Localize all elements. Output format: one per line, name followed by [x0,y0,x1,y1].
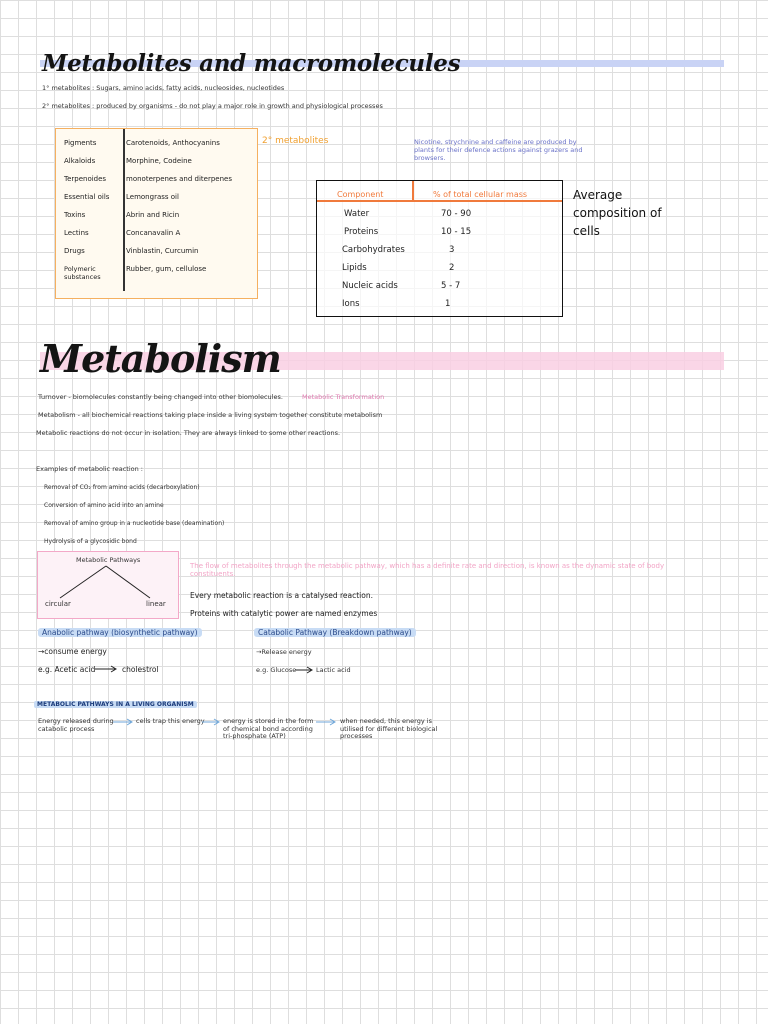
flow-step: energy is stored in the form of chemical bond according tri-phosphate (ATP) [223,717,314,740]
table-row-class: Terpenoides [64,175,107,183]
table-header-divider [412,181,414,200]
flow-step: Energy released during catabolic process [38,717,114,733]
pathways-diagram [37,551,179,619]
table-row-example: Concanavalin A [126,229,181,237]
component-name: Lipids [342,263,367,273]
pathways-title: Metabolic Pathways [76,556,141,564]
turnover-definition: Turnover - biomolecules constantly being changed into other biomolecules. [38,393,283,401]
component-value: 70 - 90 [441,209,472,219]
dynamic-state-note: The flow of metabolites through the metabolic pathway, which has a definite rate and direction, is known as the dynamic state of body constituents. [190,562,665,578]
catabolic-example: e.g. Glucose [256,666,297,674]
catabolic-energy: →Release energy [256,648,312,656]
flow-step: when needed, this energy is utilised for different biological processes [340,717,438,740]
component-value: 5 - 7 [441,281,461,291]
anabolic-product: cholestrol [122,665,159,674]
page-title-metabolites: Metabolites and macromolecules [42,50,461,77]
catabolic-product: Lactic acid [316,666,351,674]
nicotine-note: Nicotine, strychnine and caffeine are produced by plants for their defence actions against grazers and browsers. [414,138,583,162]
right-arrow-icon [294,666,316,674]
example-item: Removal of CO₂ from amino acids (decarboxylation) [44,484,200,491]
flow-step: cells trap this energy [136,717,205,725]
secondary-metabolites-label: 2° metabolites [262,136,329,146]
component-name: Ions [342,299,360,309]
anabolic-energy: →consume energy [38,647,107,656]
secondary-metabolites-line: 2° metabolites : produced by organisms - do not play a major role in growth and physiological processes [42,102,383,110]
primary-metabolites-line: 1° metabolites : Sugars, amino acids, fatty acids, nucleosides, nucleotides [42,84,285,92]
header-mass: % of total cellular mass [433,190,528,199]
pathway-linear: linear [146,600,166,608]
page-title-metabolism: Metabolism [40,336,281,381]
table-row-class: Pigments [64,139,97,147]
component-value: 2 [449,263,455,273]
component-name: Proteins [344,227,379,237]
table-row-example: Vinblastin, Curcumin [126,247,199,255]
example-item: Removal of amino group in a nucleotide base (deamination) [44,520,225,527]
table-row-class: Drugs [64,247,85,255]
component-name: Water [344,209,370,219]
anabolic-example: e.g. Acetic acid [38,665,96,674]
header-component: Component [337,190,384,199]
table-row-example: Morphine, Codeine [126,157,192,165]
examples-heading: Examples of metabolic reaction : [36,465,143,473]
table-row-class: Essential oils [64,193,110,201]
pathways-branch-lines [38,552,178,618]
table-row-example: monoterpenes and diterpenes [126,175,232,183]
catalysed-note: Every metabolic reaction is a catalysed reaction. [190,591,373,600]
component-value: 1 [445,299,451,309]
anabolic-pathway-tag: Anabolic pathway (biosynthetic pathway) [38,628,202,637]
cell-composition-table [316,180,563,317]
component-name: Carbohydrates [342,245,405,255]
table-header-rule [317,200,562,202]
secondary-metabolites-table [55,128,258,299]
table-divider [123,129,125,291]
enzymes-note: Proteins with catalytic power are named enzymes [190,609,378,618]
table-row-class: Toxins [64,211,86,219]
average-composition-label: Average composition of cells [573,188,662,238]
component-value: 3 [449,245,455,255]
living-organism-heading: METABOLIC PATHWAYS IN A LIVING ORGANISM [34,701,197,708]
isolation-note: Metabolic reactions do not occur in isolation. They are always linked to some other reactions. [36,429,341,437]
example-item: Hydrolysis of a glycosidic bond [44,538,137,545]
right-arrow-icon [315,718,339,726]
transformation-label: Metabolic Transformation [302,393,385,401]
table-row-class: Alkaloids [64,157,96,165]
metabolism-definition: Metabolism - all biochemical reactions taking place inside a living system together constitute metabolism [38,411,383,419]
table-row-example: Lemongrass oil [126,193,179,201]
table-row-class: Polymeric substances [64,265,101,281]
pathway-circular: circular [45,600,71,608]
right-arrow-icon [201,718,223,726]
right-arrow-icon [94,665,120,673]
component-name: Nucleic acids [342,281,398,291]
table-row-example: Abrin and Ricin [126,211,180,219]
table-row-class: Lectins [64,229,89,237]
catabolic-pathway-tag: Catabolic Pathway (Breakdown pathway) [254,628,416,637]
table-row-example: Carotenoids, Anthocyanins [126,139,220,147]
right-arrow-icon [112,718,136,726]
example-item: Conversion of amino acid into an amine [44,502,164,509]
component-value: 10 - 15 [441,227,472,237]
table-row-example: Rubber, gum, cellulose [126,265,207,273]
